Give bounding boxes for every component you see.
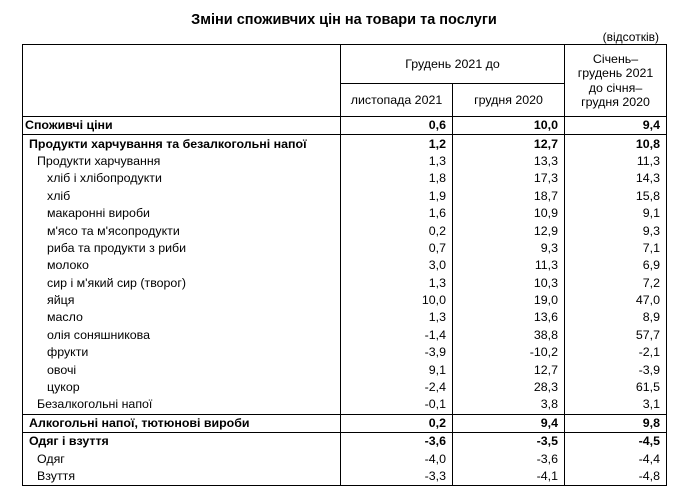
header-col2: грудня 2020 — [453, 84, 565, 117]
row-value-col3: 6,9 — [565, 257, 667, 274]
row-value-col2: 13,6 — [453, 309, 565, 326]
row-value-col3: 15,8 — [565, 188, 667, 205]
row-value-col2: 12,7 — [453, 135, 565, 153]
row-value-col3: 3,1 — [565, 396, 667, 414]
row-label: Продукти харчування — [23, 153, 341, 170]
table-row — [23, 292, 667, 309]
table-row — [23, 468, 667, 486]
row-value-col3: 10,8 — [565, 135, 667, 153]
row-label: м'ясо та м'ясопродукти — [23, 222, 341, 239]
row-value-col3: 9,3 — [565, 222, 667, 239]
row-value-col3: 7,1 — [565, 240, 667, 257]
row-label: Взуття — [23, 468, 341, 486]
row-value-col1: 0,2 — [341, 222, 453, 239]
table-row — [23, 153, 667, 170]
row-value-col3: 9,1 — [565, 205, 667, 222]
row-value-col2: 17,3 — [453, 170, 565, 187]
row-label: Безалкогольні напої — [23, 396, 341, 414]
row-value-col1: 1,9 — [341, 188, 453, 205]
row-label: цукор — [23, 379, 341, 396]
row-label: масло — [23, 309, 341, 326]
table-row — [23, 257, 667, 274]
table-row — [23, 379, 667, 396]
header-col1: листопада 2021 — [341, 84, 453, 117]
table-row — [23, 275, 667, 292]
row-value-col1: 10,0 — [341, 292, 453, 309]
table-row — [23, 135, 667, 153]
row-label: фрукти — [23, 344, 341, 361]
row-label: хліб — [23, 188, 341, 205]
row-value-col1: 1,3 — [341, 309, 453, 326]
row-value-col1: -3,9 — [341, 344, 453, 361]
header-label-cell — [23, 45, 341, 117]
table-row — [23, 170, 667, 187]
row-value-col2: 10,0 — [453, 117, 565, 135]
row-value-col1: 1,2 — [341, 135, 453, 153]
row-value-col2: -10,2 — [453, 344, 565, 361]
table-body — [23, 117, 667, 486]
table-row — [23, 414, 667, 432]
row-value-col1: 1,3 — [341, 153, 453, 170]
row-value-col2: 12,9 — [453, 222, 565, 239]
row-label: риба та продукти з риби — [23, 240, 341, 257]
row-value-col2: 13,3 — [453, 153, 565, 170]
row-value-col2: 19,0 — [453, 292, 565, 309]
table-row — [23, 450, 667, 467]
row-value-col1: 1,8 — [341, 170, 453, 187]
row-value-col3: 47,0 — [565, 292, 667, 309]
price-change-table — [22, 44, 667, 486]
table-row — [23, 327, 667, 344]
row-value-col3: 61,5 — [565, 379, 667, 396]
row-value-col2: 28,3 — [453, 379, 565, 396]
table-row — [23, 433, 667, 451]
row-label: макаронні вироби — [23, 205, 341, 222]
row-value-col1: -2,4 — [341, 379, 453, 396]
page-title: Зміни споживчих цін на товари та послуги — [191, 12, 497, 28]
table-row — [23, 396, 667, 414]
table-row — [23, 188, 667, 205]
table-row — [23, 344, 667, 361]
row-value-col1: -0,1 — [341, 396, 453, 414]
header-col3: Січень–грудень 2021 до січня–грудня 2020 — [565, 45, 667, 117]
row-value-col2: -4,1 — [453, 468, 565, 486]
table-row — [23, 240, 667, 257]
row-value-col1: 0,2 — [341, 414, 453, 432]
row-value-col1: -4,0 — [341, 450, 453, 467]
row-value-col1: 9,1 — [341, 361, 453, 378]
row-value-col2: 38,8 — [453, 327, 565, 344]
table-row — [23, 309, 667, 326]
row-value-col3: 57,7 — [565, 327, 667, 344]
row-value-col1: 0,7 — [341, 240, 453, 257]
table-row — [23, 222, 667, 239]
unit-note: (відсотків) — [602, 30, 659, 44]
row-label: Алкогольні напої, тютюнові вироби — [23, 414, 341, 432]
row-label: хліб і хлібопродукти — [23, 170, 341, 187]
row-value-col3: -3,9 — [565, 361, 667, 378]
row-value-col2: 10,9 — [453, 205, 565, 222]
table-row — [23, 117, 667, 135]
row-label: молоко — [23, 257, 341, 274]
row-value-col2: -3,6 — [453, 450, 565, 467]
row-value-col2: 12,7 — [453, 361, 565, 378]
row-label: овочі — [23, 361, 341, 378]
row-value-col3: -4,4 — [565, 450, 667, 467]
row-value-col3: 11,3 — [565, 153, 667, 170]
row-value-col2: 11,3 — [453, 257, 565, 274]
row-value-col2: 10,3 — [453, 275, 565, 292]
row-value-col3: -4,5 — [565, 433, 667, 451]
row-value-col1: -3,3 — [341, 468, 453, 486]
row-value-col2: 18,7 — [453, 188, 565, 205]
row-value-col2: 9,3 — [453, 240, 565, 257]
row-value-col3: 9,8 — [565, 414, 667, 432]
row-value-col3: -4,8 — [565, 468, 667, 486]
row-value-col1: -1,4 — [341, 327, 453, 344]
row-value-col1: 0,6 — [341, 117, 453, 135]
row-value-col3: 9,4 — [565, 117, 667, 135]
row-label: Продукти харчування та безалкогольні напої — [23, 135, 341, 153]
row-value-col3: 14,3 — [565, 170, 667, 187]
table-row — [23, 205, 667, 222]
row-label: яйця — [23, 292, 341, 309]
row-value-col1: -3,6 — [341, 433, 453, 451]
row-label: Споживчі ціни — [23, 117, 341, 135]
row-value-col2: 9,4 — [453, 414, 565, 432]
row-value-col3: 7,2 — [565, 275, 667, 292]
table-row — [23, 361, 667, 378]
row-value-col3: 8,9 — [565, 309, 667, 326]
row-value-col2: 3,8 — [453, 396, 565, 414]
header-group-label: Грудень 2021 до — [341, 45, 565, 84]
row-value-col1: 1,3 — [341, 275, 453, 292]
row-label: Одяг — [23, 450, 341, 467]
row-value-col1: 3,0 — [341, 257, 453, 274]
row-value-col3: -2,1 — [565, 344, 667, 361]
row-value-col2: -3,5 — [453, 433, 565, 451]
row-label: Одяг і взуття — [23, 433, 341, 451]
row-label: олія соняшникова — [23, 327, 341, 344]
row-value-col1: 1,6 — [341, 205, 453, 222]
row-label: сир і м'який сир (творог) — [23, 275, 341, 292]
